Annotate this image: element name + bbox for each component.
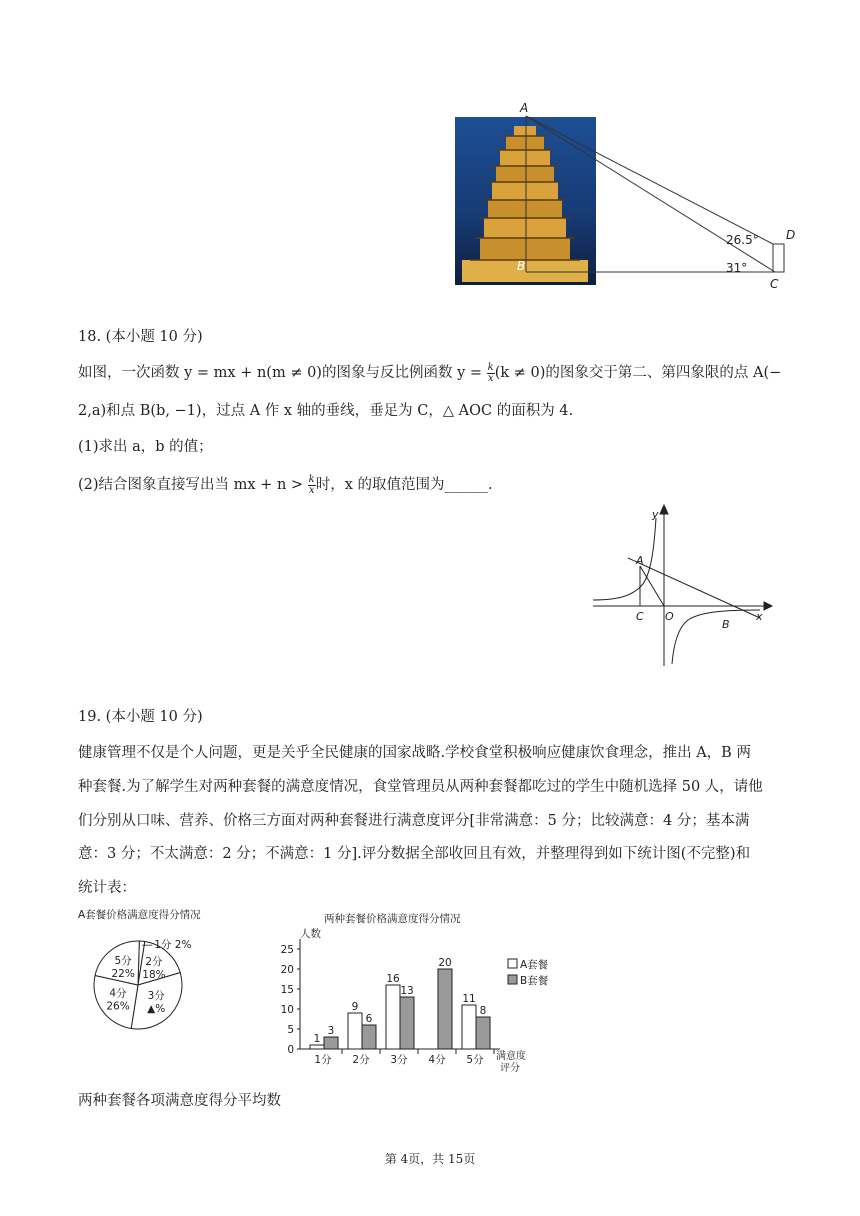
q19-line5: 统计表：	[78, 880, 136, 896]
q18-heading: 18. (本小题 10 分)	[78, 329, 203, 345]
bar-value-label: 9	[351, 1001, 359, 1013]
table-caption: 两种套餐各项满意度得分平均数	[78, 1093, 281, 1109]
q19-line3: 们分别从口味、营养、价格三方面对两种套餐进行满意度评分[非常满意：5 分；比较满意：4 分；基本满	[78, 813, 750, 829]
tower-figure	[440, 96, 800, 296]
bar-chart	[262, 905, 562, 1075]
bar-xlabel-line1: 满意度	[496, 1051, 526, 1062]
bar-b-1	[324, 1037, 338, 1049]
bar-b-2	[362, 1025, 376, 1049]
q18-part2	[78, 474, 493, 496]
pie-label-5-value: 22%	[111, 967, 135, 980]
legend-label-b: B套餐	[520, 975, 549, 987]
pie-label-4-name: 4分	[109, 987, 127, 1000]
pie-slices	[94, 941, 182, 1029]
frac-numerator: k	[487, 361, 494, 373]
bar-a-5	[462, 1005, 476, 1049]
q18-line1-text: 如图，一次函数 y = mx + n(m ≠ 0)的图象与反比例函数 y =	[78, 365, 487, 381]
q18-part2-fraction	[308, 475, 316, 496]
bar-category-label: 2分	[352, 1054, 370, 1066]
pie-label-2-name: 2分	[145, 955, 163, 968]
bar-value-label: 13	[400, 985, 414, 997]
pie-label-3-value: ▲%	[147, 1002, 166, 1015]
bar-value-label: 20	[438, 957, 452, 969]
bar-a-1	[310, 1045, 324, 1049]
bar-value-label: 6	[365, 1013, 373, 1025]
bar-category-label: 3分	[390, 1054, 408, 1066]
label-y: y	[652, 508, 659, 521]
bar-ytick-label: 0	[287, 1044, 294, 1056]
bar-b-3	[400, 997, 414, 1049]
angle-label-2: 31°	[726, 261, 748, 275]
label-D: D	[786, 228, 796, 242]
bar-b-4	[438, 969, 452, 1049]
bar-legend	[508, 958, 549, 987]
pie-label-3-name: 3分	[147, 989, 165, 1002]
label-x: x	[756, 610, 763, 623]
q18-line1-tail: (k ≠ 0)的图象交于第二、第四象限的点 A(−	[494, 365, 782, 381]
bar-value-label: 1	[313, 1033, 321, 1045]
pie-chart	[78, 905, 248, 1040]
bar-value-label: 16	[386, 973, 400, 985]
bar-ytick-label: 10	[280, 1004, 294, 1016]
frac-denominator: x	[487, 372, 494, 384]
frac-denominator: x	[308, 484, 315, 496]
q18-part1: (1)求出 a，b 的值；	[78, 439, 213, 455]
q19-line4: 意：3 分；不太满意：2 分；不满意：1 分].评分数据全部收回且有效，并整理得到如下统计图(不完整)和	[78, 846, 751, 862]
segment-AO	[640, 566, 664, 606]
bar-value-label: 3	[327, 1025, 335, 1037]
linear-function	[628, 558, 760, 618]
bar-category-label: 5分	[466, 1054, 484, 1066]
x-axis-arrow	[764, 602, 772, 610]
bar-ylabel: 人数	[300, 928, 321, 940]
bar-ytick-label: 20	[280, 964, 294, 976]
bar-ytick-label: 15	[280, 984, 294, 996]
bar-category-label: 1分	[314, 1054, 332, 1066]
hyperbola-branch-4	[672, 610, 760, 664]
label-A: A	[636, 554, 644, 567]
pie-label-5-name: 5分	[114, 954, 132, 967]
pie-label-2-value: 18%	[142, 968, 166, 981]
legend-swatch-b	[508, 975, 517, 984]
label-B: B	[722, 618, 730, 631]
frac-numerator: k	[308, 473, 315, 485]
bar-title: 两种套餐价格满意度得分情况	[324, 913, 461, 925]
pie-label-4-value: 26%	[106, 1000, 130, 1013]
legend-swatch-a	[508, 959, 517, 968]
q18-part2-tail: 时，x 的取值范围为______.	[315, 477, 493, 493]
y-axis-arrow	[660, 505, 668, 514]
q19-line2: 种套餐.为了解学生对两种套餐的满意度情况，食堂管理员从两种套餐都吃过的学生中随机选择 50 人，请他	[78, 779, 763, 795]
bar-value-label: 8	[479, 1005, 487, 1017]
label-B: B	[517, 259, 526, 273]
bar-value-label: 11	[462, 993, 476, 1005]
bar-ytick-label: 25	[280, 944, 294, 956]
bar-bars	[310, 957, 490, 1049]
bar-category-label: 4分	[428, 1054, 446, 1066]
bar-b-5	[476, 1017, 490, 1049]
label-C: C	[636, 610, 644, 623]
pie-title: A套餐价格满意度得分情况	[78, 909, 201, 921]
q19-line1: 健康管理不仅是个人问题，更是关乎全民健康的国家战略.学校食堂积极响应健康饮食理念，推出 A，B 两	[78, 745, 751, 761]
label-O: O	[665, 610, 674, 623]
bar-ytick-label: 5	[287, 1024, 294, 1036]
angle-label-1: 26.5°	[726, 233, 759, 247]
q18-part2-head: (2)结合图象直接写出当 mx + n >	[78, 477, 308, 493]
page-footer: 第 4页，共 15页	[384, 1152, 476, 1166]
legend-label-a: A套餐	[520, 959, 549, 971]
bar-xlabel-line2: 评分	[500, 1063, 520, 1074]
q18-line1	[78, 362, 781, 384]
label-A: A	[520, 101, 529, 115]
q19-heading: 19. (本小题 10 分)	[78, 709, 203, 725]
bar-a-3	[386, 985, 400, 1049]
q18-graph	[588, 500, 778, 670]
bar-a-2	[348, 1013, 362, 1049]
label-C: C	[770, 277, 779, 291]
hyperbola-branch-2	[593, 518, 656, 600]
q18-fraction	[487, 363, 495, 384]
pie-label-1: 1分 2%	[154, 939, 192, 952]
q18-line2: 2,a)和点 B(b, −1)，过点 A 作 x 轴的垂线，垂足为 C，△ AOC 的面积为 4.	[78, 403, 574, 419]
